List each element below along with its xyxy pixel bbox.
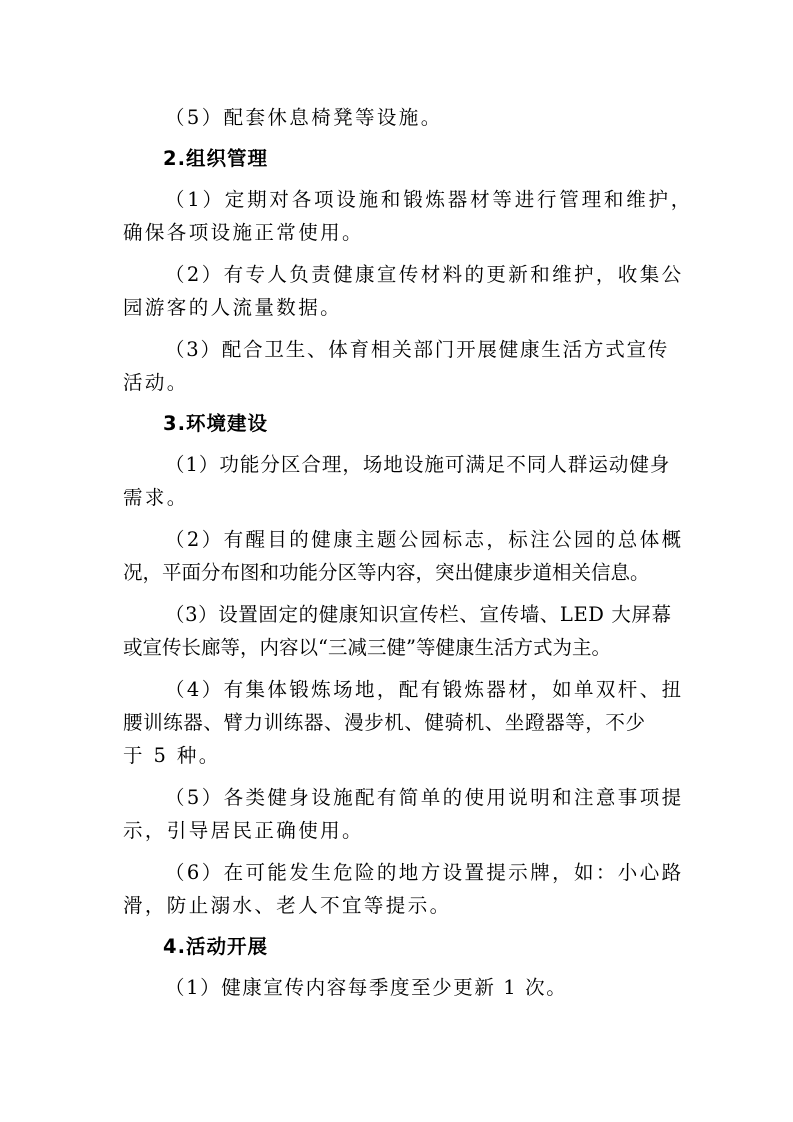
section-heading-activities: 4.活动开展 — [163, 935, 268, 958]
org-item-2-line-1: （2）有专人负责健康宣传材料的更新和维护，收集公 — [165, 263, 684, 286]
section-heading-organization: 2.组织管理 — [163, 147, 268, 170]
env-item-1-line-1: （1）功能分区合理，场地设施可满足不同人群运动健身 — [165, 453, 671, 476]
env-item-4-line-3: 于 5 种。 — [123, 744, 221, 767]
org-item-2-line-2: 园游客的人流量数据。 — [123, 296, 343, 319]
env-item-5-line-2: 示，引导居民正确使用。 — [123, 819, 364, 842]
org-item-1-line-1: （1）定期对各项设施和锻炼器材等进行管理和维护， — [165, 188, 694, 211]
org-item-1-line-2: 确保各项设施正常使用。 — [123, 221, 364, 244]
activity-item-1: （1）健康宣传内容每季度至少更新 1 次。 — [165, 976, 568, 999]
env-item-4-line-2: 腰训练器、臂力训练器、漫步机、健骑机、坐蹬器等，不少 — [123, 711, 646, 734]
env-item-6-line-2: 滑，防止溺水、老人不宜等提示。 — [123, 894, 452, 917]
env-item-3-line-2: 或宣传长廊等，内容以“三减三健”等健康生活方式为主。 — [123, 636, 611, 659]
env-item-6-line-1: （6）在可能发生危险的地方设置提示牌，如：小心路 — [165, 861, 684, 884]
env-item-1-line-2: 需求。 — [123, 486, 189, 509]
env-item-5-line-1: （5）各类健身设施配有简单的使用说明和注意事项提 — [165, 786, 684, 809]
env-item-2-line-2: 况，平面分布图和功能分区等内容，突出健康步道相关信息。 — [123, 561, 650, 584]
section-heading-environment: 3.环境建设 — [163, 412, 268, 435]
org-item-3-line-1: （3）配合卫生、体育相关部门开展健康生活方式宣传 — [165, 338, 670, 361]
env-item-4-line-1: （4）有集体锻炼场地，配有锻炼器材，如单双杆、扭 — [165, 678, 684, 701]
org-item-3-line-2: 活动。 — [123, 371, 189, 394]
env-item-3-line-1: （3）设置固定的健康知识宣传栏、宣传墙、LED 大屏幕 — [165, 603, 672, 626]
env-item-2-line-1: （2）有醒目的健康主题公园标志，标注公园的总体概 — [165, 528, 684, 551]
item-5-seating: （5）配套休息椅凳等设施。 — [165, 106, 443, 129]
